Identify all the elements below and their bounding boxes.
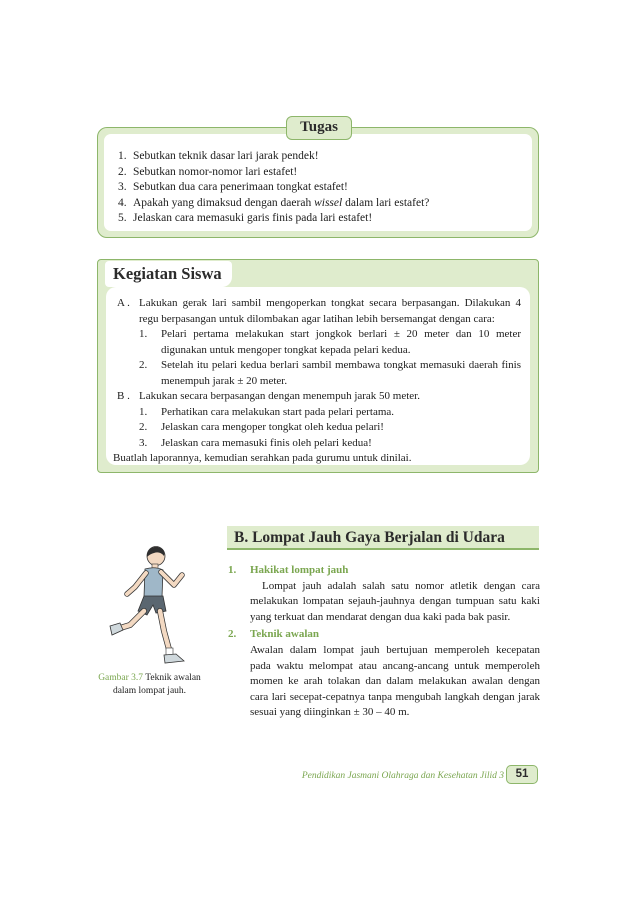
runner-illustration xyxy=(100,545,200,670)
list-item: 1. Pelari pertama melakukan start jongkok berlari ± 20 meter dan 10 meter digunakan untuk mengoper tongkat kepada pelari kedua. xyxy=(139,328,521,356)
list-item: 5. Jelaskan cara memasuki garis finis pada lari estafet! xyxy=(118,212,373,224)
figure-caption xyxy=(92,672,207,698)
list-item: 4. Apakah yang dimaksud dengan daerah wissel dalam lari estafet? xyxy=(118,196,430,209)
list-item: 2. Jelaskan cara mengoper tongkat oleh kedua pelari! xyxy=(139,421,384,433)
caption-text: Teknik awalan dalam lompat jauh. xyxy=(112,673,201,696)
kegiatan-content xyxy=(113,296,521,467)
paragraph: Awalan dalam lompat jauh bertujuan memperoleh kecepatan pada waktu melompat atau ancang-ancang untuk memperoleh momen ke arah tolakan dan dalam melakukan awalan dengan cara lari secepat-cepatnya tanpa mengubah langkah dengan jarak sesuai yang diinginkan ± 30 – 40 m. xyxy=(250,643,540,719)
kegiatan-closing: Buatlah laporannya, kemudian serahkan pada gurumu untuk dinilai. xyxy=(113,452,412,464)
subsection-heading: 1. Hakikat lompat jauh xyxy=(228,564,349,576)
section-title: B. Lompat Jauh Gaya Berjalan di Udara xyxy=(234,529,505,546)
tugas-list xyxy=(118,149,528,227)
list-item: 3. Jelaskan cara memasuki finis oleh pelari kedua! xyxy=(139,436,372,449)
emphasized-term: wissel xyxy=(314,196,343,209)
page-number: 51 xyxy=(506,765,538,784)
kegiatan-item-b: B . Lakukan secara berpasangan dengan menempuh jarak 50 meter. xyxy=(117,390,420,402)
list-item: 2. Setelah itu pelari kedua berlari sambil membawa tongkat memasuki daerah finis menempuh jarak ± 20 meter. xyxy=(139,359,521,387)
list-item: 1. Perhatikan cara melakukan start pada pelari pertama. xyxy=(139,405,395,418)
kegiatan-item-a: A . Lakukan gerak lari sambil mengoperkan tongkat secara berpasangan. Dilakukan 4 regu berpasangan untuk dilombakan agar latihan lebih bersemangat dengan cara: xyxy=(117,297,521,325)
subsection-heading: 2. Teknik awalan xyxy=(228,628,319,641)
paragraph: Lompat jauh adalah salah satu nomor atletik dengan cara melakukan lompatan sejauh-jauhnya dengan tumpuan satu kaki yang terkuat dan mendarat dengan dua kaki pada bak pasir. xyxy=(250,579,540,623)
section-body xyxy=(228,563,540,721)
list-item: 3. Sebutkan dua cara penerimaan tongkat estafet! xyxy=(118,181,348,193)
list-item: 1. Sebutkan teknik dasar lari jarak pendek! xyxy=(118,150,319,162)
list-item: 2. Sebutkan nomor-nomor lari estafet! xyxy=(118,165,298,178)
footer-book-title: Pendidikan Jasmani Olahraga dan Kesehatan Jilid 3 xyxy=(301,771,504,781)
caption-label: Gambar 3.7 xyxy=(98,673,144,683)
tugas-title: Tugas xyxy=(286,116,352,140)
kegiatan-title: Kegiatan Siswa xyxy=(105,261,232,287)
